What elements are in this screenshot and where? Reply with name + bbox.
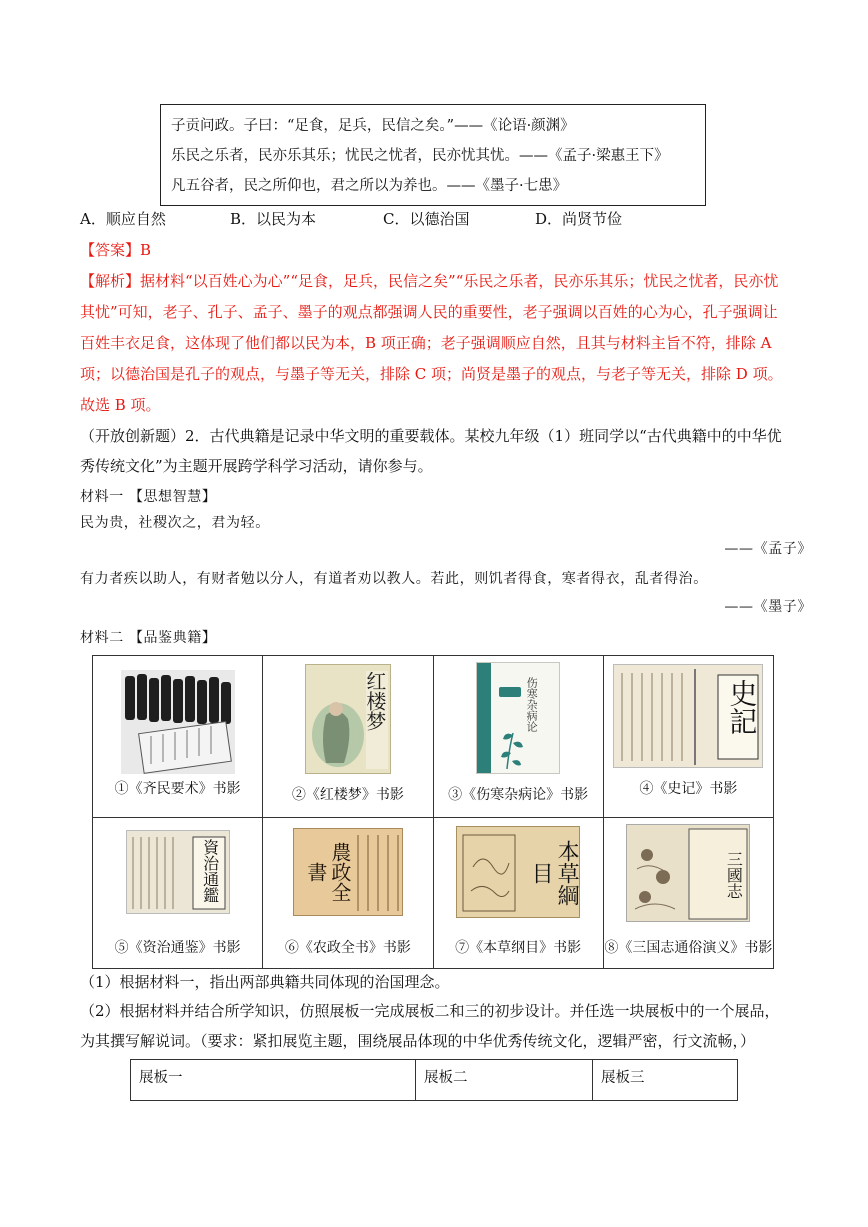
board-cell-3: 展板三	[593, 1060, 738, 1101]
material2-title: 材料二 【品鉴典籍】	[80, 630, 217, 646]
book-cell	[93, 818, 263, 969]
material1-source2: ——《墨子》	[724, 599, 812, 615]
book-cell	[263, 656, 433, 818]
sub-question-1: （1）根据材料一，指出两部典籍共同体现的治国理念。	[80, 973, 450, 991]
cover-title: 農政全書	[303, 842, 352, 902]
book-caption: ⑧《三国志通俗演义》书影	[604, 940, 773, 956]
analysis-line-4: 项；以德治国是孔子的观点，与墨子等无关，排除 C 项；尚贤是墨子的观点，与老子等无关，排除 D 项。	[80, 365, 783, 383]
cover-title: 資治通鑑	[200, 839, 220, 903]
analysis-line-5: 故选 B 项。	[80, 396, 161, 414]
material1-source1: ——《孟子》	[724, 541, 812, 557]
book-cell	[433, 818, 603, 969]
book-cell	[603, 818, 773, 969]
book-table	[92, 655, 774, 969]
option-c: C．以德治国	[383, 210, 470, 228]
material1-text2: 有力者疾以助人，有财者勉以分人，有道者劝以教人。若此，则饥者得食，寒者得衣，乱者得治。	[80, 571, 708, 587]
book-image-sanguo	[626, 824, 750, 922]
option-d: D．尚贤节俭	[535, 210, 623, 228]
board-cell-2: 展板二	[416, 1060, 593, 1101]
analysis-tag: 【解析】	[80, 272, 141, 290]
option-b: B．以民为本	[230, 210, 317, 228]
cover-title: 三國志	[724, 851, 744, 899]
book-cell	[603, 656, 773, 818]
quote-line: 凡五谷者，民之所仰也，君之所以为养也。——《墨子·七患》	[171, 178, 568, 194]
book-caption: ⑦《本草纲目》书影	[455, 940, 582, 956]
quote-box	[160, 104, 706, 206]
cover-title: 红楼梦	[362, 671, 387, 731]
quote-line: 乐民之乐者，民亦乐其乐；忧民之忧者，民亦忧其忧。——《孟子·梁惠王下》	[171, 148, 669, 164]
material1-title: 材料一 【思想智慧】	[80, 489, 217, 505]
material1-text1: 民为贵，社稷次之，君为轻。	[80, 515, 270, 531]
book-image-nongzheng	[293, 828, 403, 916]
cover-title: 史記	[725, 679, 759, 735]
analysis-line-3: 百姓丰衣足食，这体现了他们都以民为本，B 项正确；老子强调顺应自然，且其与材料主旨不符，排除 A	[80, 334, 772, 352]
sub-question-2-line-2: 为其撰写解说词。（要求：紧扣展览主题，围绕展品体现的中华优秀传统文化，逻辑严密，行文流畅，）	[80, 1032, 756, 1050]
book-caption: ⑤《资治通鉴》书影	[114, 940, 241, 956]
book-image-bencao	[456, 826, 580, 918]
option-a: A．顺应自然	[80, 210, 166, 228]
analysis-line-1	[80, 270, 778, 291]
book-caption: ⑥《农政全书》书影	[284, 940, 411, 956]
book-caption: ④《史记》书影	[639, 781, 738, 797]
book-image-shanghan	[476, 662, 560, 774]
board-table	[130, 1059, 738, 1101]
cover-title: 伤寒杂病论	[525, 677, 539, 732]
sub-question-2-line-1: （2）根据材料并结合所学知识，仿照展板一完成展板二和三的初步设计。并任选一块展板中的一个展品，	[80, 1002, 780, 1020]
book-cell	[263, 818, 433, 969]
book-caption: ①《齐民要术》书影	[114, 781, 241, 797]
book-cell	[93, 656, 263, 818]
answer: 【答案】B	[80, 241, 152, 259]
cover-title: 本草綱目	[528, 840, 580, 906]
board-cell-1: 展板一	[131, 1060, 416, 1101]
question2-line-2: 秀传统文化”为主题开展跨学科学习活动，请你参与。	[80, 457, 433, 475]
analysis-text: 据材料“以百姓心为心”“足食，足兵，民信之矣”“乐民之乐者，民亦乐其乐；忧民之忧者，民亦忧	[140, 272, 779, 290]
book-caption: ②《红楼梦》书影	[291, 787, 404, 803]
book-image-hongloumeng	[305, 664, 391, 774]
book-caption: ③《伤寒杂病论》书影	[448, 787, 589, 803]
book-image-qimin	[121, 670, 235, 774]
question2-line-1: （开放创新题）2．古代典籍是记录中华文明的重要载体。某校九年级（1）班同学以“古代典籍中的中华优	[80, 427, 782, 445]
book-image-zizhi	[126, 830, 230, 914]
book-cell	[433, 656, 603, 818]
analysis-line-2: 其忧”可知，老子、孔子、孟子、墨子的观点都强调人民的重要性，老子强调以百姓的心为心，孔子强调让	[80, 303, 778, 321]
book-image-shiji	[613, 664, 763, 768]
quote-line: 子贡问政。子曰：“足食，足兵，民信之矣。”——《论语·颜渊》	[171, 118, 575, 134]
